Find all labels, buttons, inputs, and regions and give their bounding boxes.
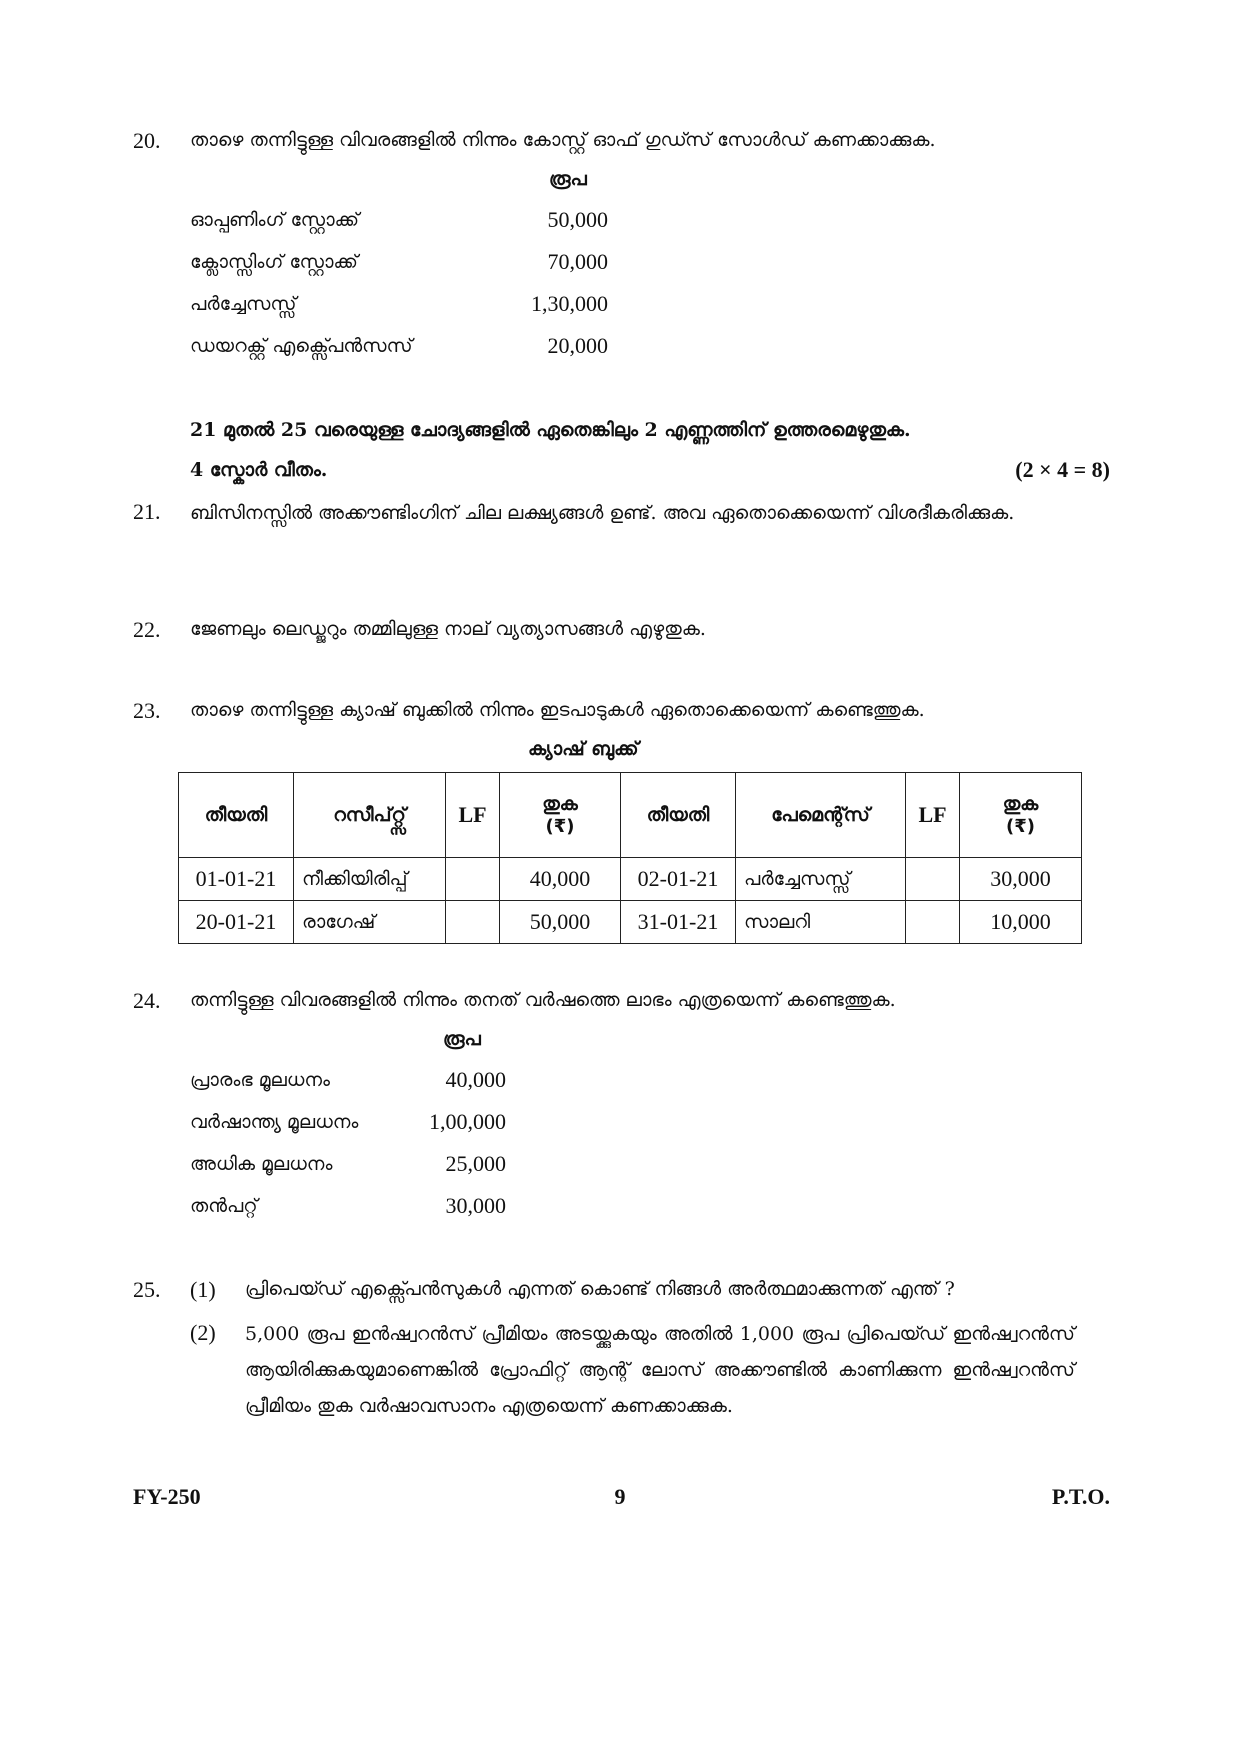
question-20-text: താഴെ തന്നിട്ടുള്ള വിവരങ്ങളിൽ നിന്നും കോസ്റ്റ് ഓഫ് ഗുഡ്സ് സോൾഡ് കണക്കാക്കുക. [190,129,936,151]
q24-row-value: 40,000 [445,1067,506,1092]
rupee-symbol: (₹) [1006,816,1035,837]
payment-date: 02-01-21 [621,858,736,901]
payment-particulars: സാലറി [736,901,906,944]
question-23-number: 23. [133,698,161,723]
payment-amount: 10,000 [960,901,1082,944]
q25-part-2-text: 5,000 രൂപ ഇൻഷ്വറൻസ് പ്രീമിയം അടയ്ക്കുകയും അതിൽ 1,000 രൂപ പ്രിപെയ്ഡ് ഇൻഷ്വറൻസ് ആയിരിക്കുകയുമാണെങ്കിൽ പ്രോഫിറ്റ് ആന്റ് ലോസ് അക്കൗണ്ടിൽ കാണിക്കുന്ന ഇൻഷ്വറൻസ് പ്രീമിയം തുക വർഷാവസാനം എത്രയെന്ന് കണക്കാക്കുക. [245,1323,1075,1417]
question-22-text: ജേണലും ലെഡ്ജറും തമ്മിലുള്ള നാല് വ്യത്യാസങ്ങൾ എഴുതുക. [190,618,706,640]
q20-row-value: 20,000 [547,333,608,358]
payment-date: 31-01-21 [621,901,736,944]
pto-label: P.T.O. [1051,1484,1110,1509]
q20-row-label: ഡയറക്റ്റ് എക്സ്പെൻസസ് [190,335,413,357]
receipt-lf [446,901,500,944]
receipt-date: 01-01-21 [179,858,294,901]
q24-row-value: 1,00,000 [429,1109,506,1134]
q20-row-value: 1,30,000 [531,291,608,316]
question-21-number: 21. [133,499,161,524]
q24-row-label: തൻപറ്റ് [190,1195,258,1217]
header-receipts: റസീപ്റ്റ്സ് [294,773,446,858]
payment-lf [906,858,960,901]
q25-part-1-text: പ്രിപെയ്ഡ് എക്സ്പെൻസുകൾ എന്നത് കൊണ്ട് നിങ്ങൾ അർത്ഥമാക്കുന്നത് എന്ത് ? [245,1278,955,1300]
question-23-text: താഴെ തന്നിട്ടുള്ള ക്യാഷ് ബുക്കിൽ നിന്നും ഇടപാടുകൾ ഏതൊക്കെയെന്ന് കണ്ടെത്തുക. [190,699,925,721]
q25-part-label: (2) [190,1320,216,1345]
q25-part-label: (1) [190,1277,216,1302]
header-lf-text: LF [458,802,487,827]
q24-row-label: വർഷാന്ത്യ മൂലധനം [190,1111,359,1133]
payment-lf [906,901,960,944]
header-amount [500,773,621,858]
header-date: തീയതി [179,773,294,858]
q24-currency-header: രൂപ [443,1028,481,1050]
footer-code: FY-250 [133,1484,201,1509]
q24-row-label: പ്രാരംഭ മൂലധനം [190,1069,331,1091]
q24-row-label: അധിക മൂലധനം [190,1153,333,1175]
header-amount-text: തുക [1002,793,1039,815]
question-24-number: 24. [133,988,161,1013]
cash-book-title: ക്യാഷ് ബുക്ക് [528,738,639,760]
receipt-particulars: നീക്കിയിരിപ്പ് [294,858,446,901]
receipt-lf [446,858,500,901]
question-20-number: 20. [133,128,161,153]
question-25-number: 25. [133,1277,161,1302]
table-row [179,901,1082,944]
header-date: തീയതി [621,773,736,858]
header-payments: പേമെന്റ്സ് [736,773,906,858]
payment-amount: 30,000 [960,858,1082,901]
q24-row-value: 25,000 [445,1151,506,1176]
header-lf [446,773,500,858]
receipt-amount: 40,000 [500,858,621,901]
rupee-symbol: (₹) [545,816,575,837]
q20-row-value: 50,000 [547,207,608,232]
receipt-particulars: രാഗേഷ് [294,901,446,944]
payment-particulars: പർച്ചേസസ്സ് [736,858,906,901]
q20-currency-header: രൂപ [549,168,587,190]
table-row [179,858,1082,901]
question-21-text: ബിസിനസ്സിൽ അക്കൗണ്ടിംഗിന് ചില ലക്ഷ്യങ്ങൾ ഉണ്ട്. അവ ഏതൊക്കെയെന്ന് വിശദീകരിക്കുക. [190,502,1015,524]
receipt-date: 20-01-21 [179,901,294,944]
header-amount-text: തുക [542,793,578,815]
cash-book-table [178,772,1082,944]
header-amount [960,773,1082,858]
q20-row-value: 70,000 [547,249,608,274]
header-lf [906,773,960,858]
header-lf-text: LF [918,802,947,827]
page-number: 9 [614,1484,626,1509]
q24-row-value: 30,000 [445,1193,506,1218]
q20-row-label: പർച്ചേസസ്സ് [190,293,297,315]
q20-row-label: ഓപ്പണിംഗ് സ്റ്റോക്ക് [190,209,360,231]
section-marks: (2 × 4 = 8) [1015,457,1110,482]
section-score-note: 4 സ്കോർ വീതം. [190,459,328,481]
receipt-amount: 50,000 [500,901,621,944]
question-24-text: തന്നിട്ടുള്ള വിവരങ്ങളിൽ നിന്നും തനത് വർഷത്തെ ലാഭം എത്രയെന്ന് കണ്ടെത്തുക. [190,989,896,1011]
cash-book-header-row [179,773,1082,858]
question-22-number: 22. [133,617,161,642]
q20-row-label: ക്ലോസ്സിംഗ് സ്റ്റോക്ക് [190,251,358,273]
section-instruction: 21 മുതൽ 25 വരെയുള്ള ചോദ്യങ്ങളിൽ ഏതെങ്കിലും 2 എണ്ണത്തിന് ഉത്തരമെഴുതുക. [190,419,911,441]
